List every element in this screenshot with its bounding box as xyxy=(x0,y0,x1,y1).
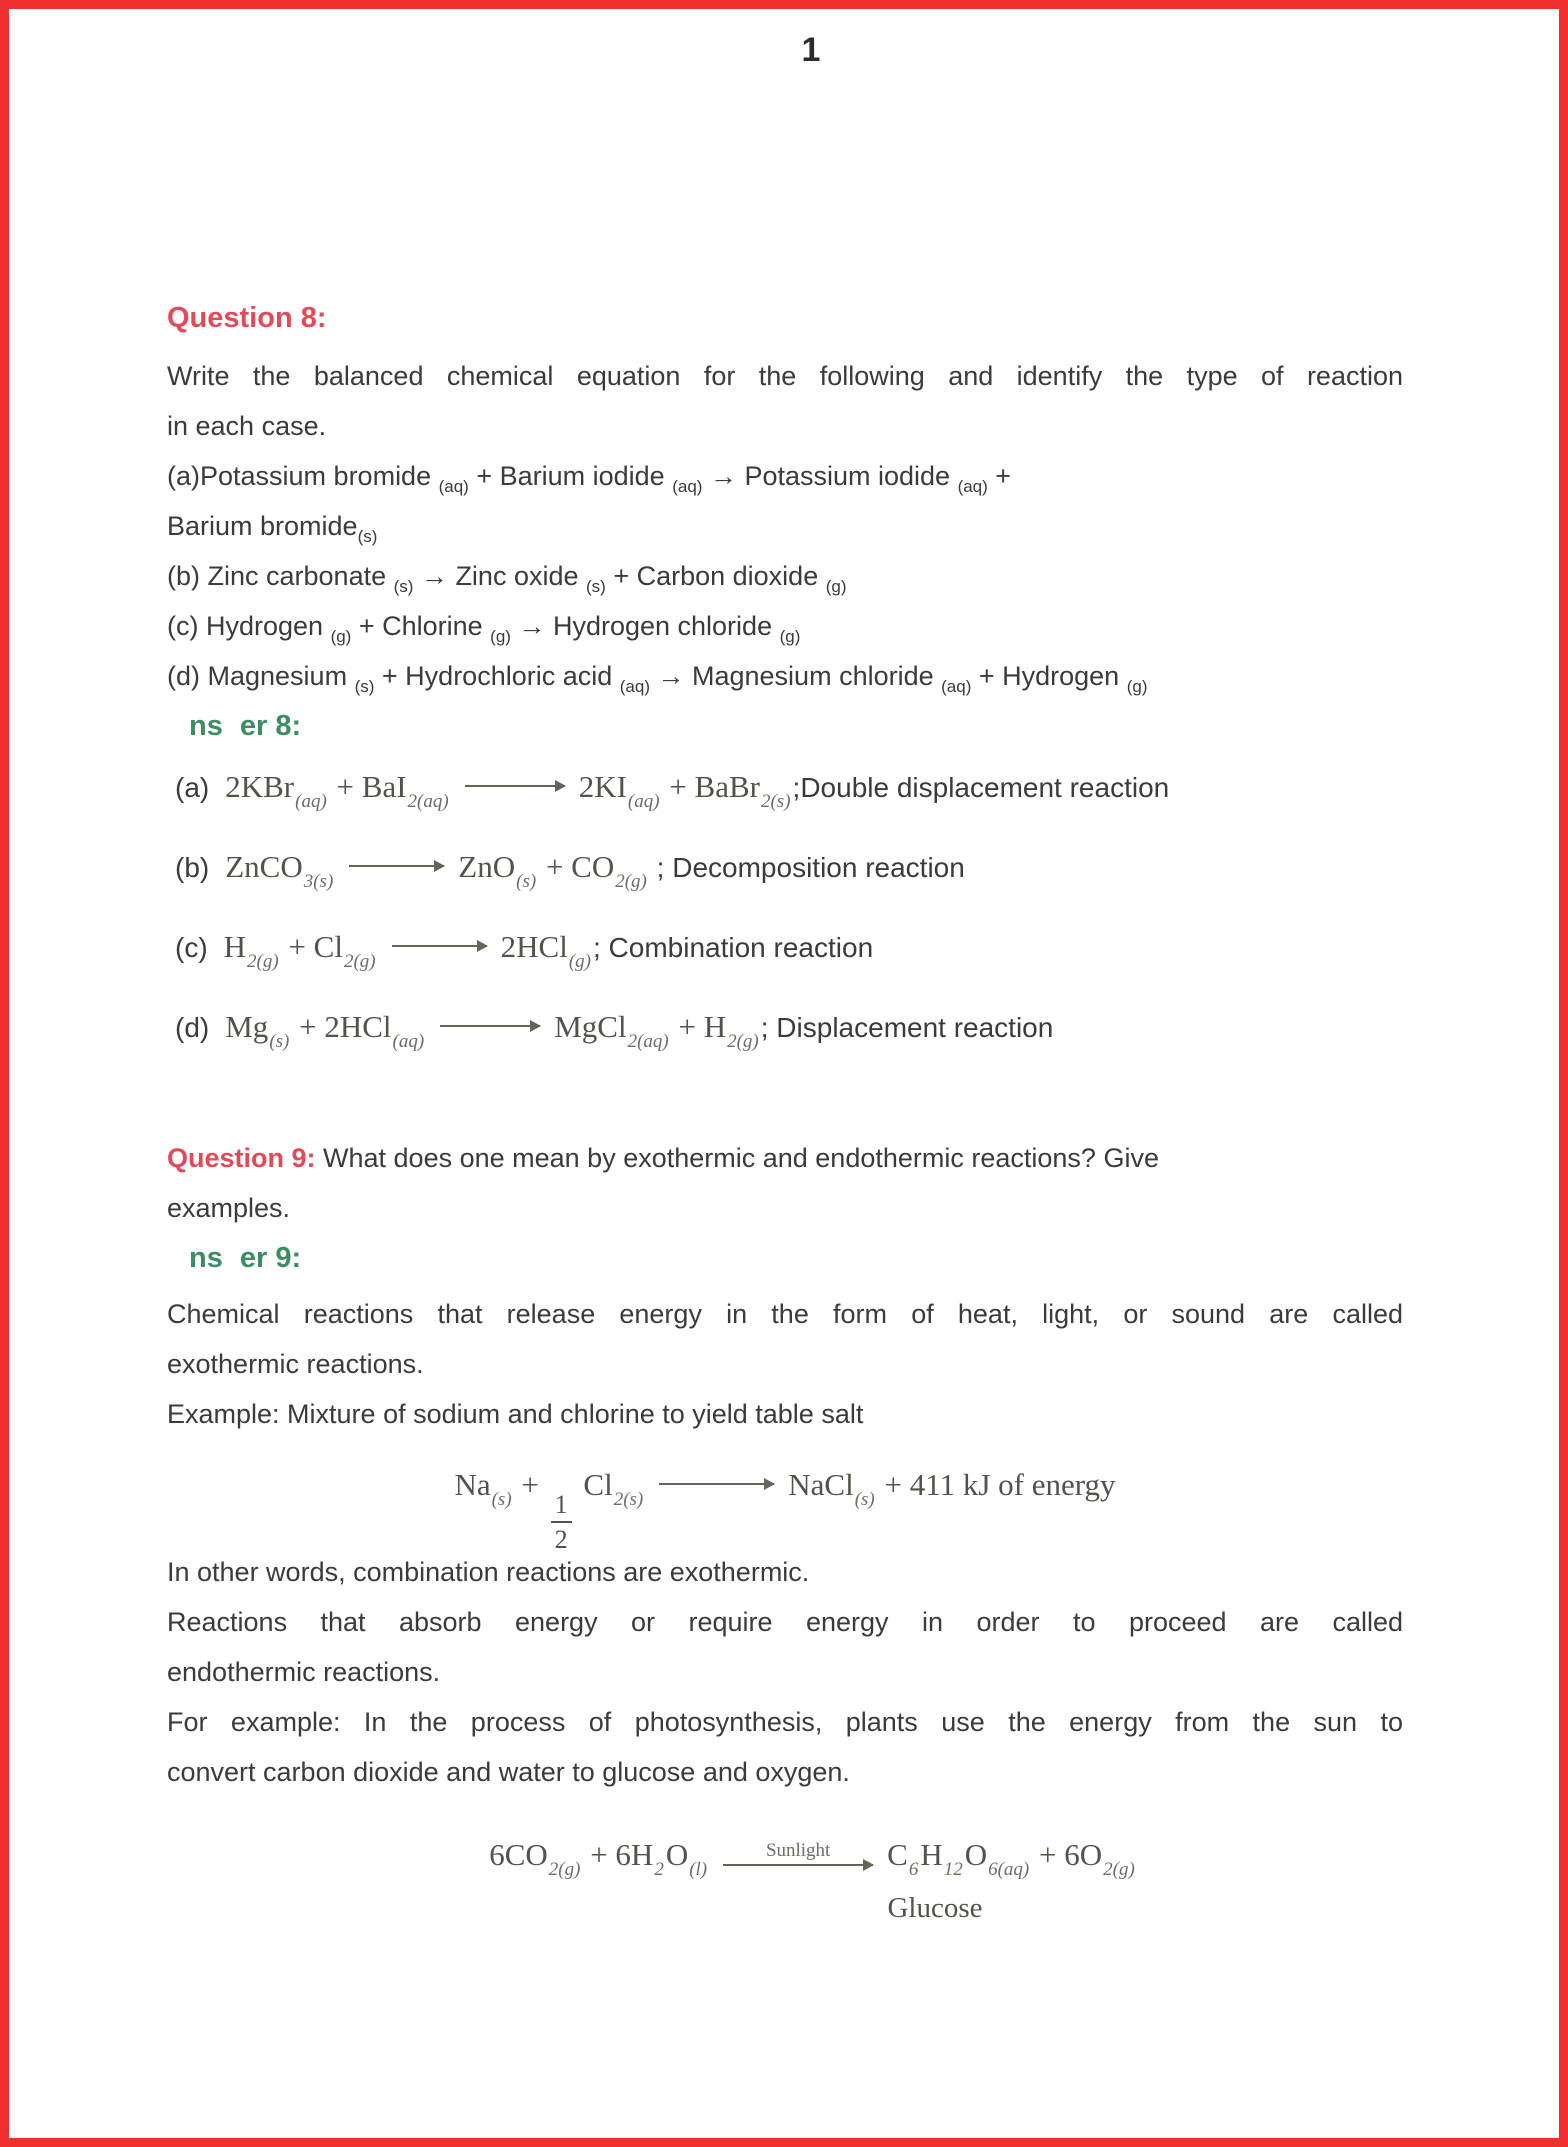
list-item-b: (b) Zinc carbonate $_{(s)}$ → Zinc oxide $_{(s)}$ + Carbon dioxide $_{(g)}$ xyxy=(167,561,847,596)
question-8-heading: Question 8: xyxy=(167,302,327,334)
reaction-arrow xyxy=(392,945,487,947)
paragraph-line: Chemical reactions that release energy in the form of heat, light, or sound are called xyxy=(167,1299,1403,1329)
paragraph-line: For example: In the process of photosynthesis, plants use the energy from the sun to xyxy=(167,1707,1403,1737)
list-item-c: (c) Hydrogen $_{(g)}$ + Chlorine $_{(g)}$ → Hydrogen chloride $_{(g)}$ xyxy=(167,611,801,646)
paragraph-line: Write the balanced chemical equation for the following and identify the type of reaction xyxy=(167,361,1403,391)
list-item-a-cont: Barium bromide$_{(s)}$ xyxy=(167,511,378,546)
paragraph-line: Example: Mixture of sodium and chlorine to yield table salt xyxy=(167,1399,864,1429)
page-content xyxy=(9,9,1559,1929)
equation-b: (b) ZnCO$_{3(s)}$ $ZnO_{(s)} + CO_{2(g)}$ ; Decomposition reaction xyxy=(175,849,965,892)
answer-9-heading-part1: ns xyxy=(189,1242,223,1274)
question-9-text: What does one mean by exothermic and endothermic reactions? Give xyxy=(315,1143,1159,1173)
paragraph-line: Reactions that absorb energy or require energy in order to proceed are called xyxy=(167,1607,1403,1637)
equation-photosynthesis: $6CO_{2(g)} + 6H_2O_{(l)}$ Sunlight $C_6H_{12}O_{6(aq)} + 6O_{2(g)}$ xyxy=(489,1837,1135,1880)
equation-d: (d) $Mg_{(s)} + 2HCl_{(aq)}$ MgCl$_{2(aq)}$ + $H_{2(g)}$; Displacement reaction xyxy=(175,1009,1054,1052)
question-9-text-line2: examples. xyxy=(167,1193,291,1223)
question-9-heading: Question 9: xyxy=(167,1143,316,1173)
equation-sodium-chloride: $Na_{(s)}$ + $\frac{1}{2}$ $Cl_{2(s)}$ NaCl$_{(s)}$ + 411 kJ of energy xyxy=(454,1467,1116,1555)
question-9-heading-line xyxy=(167,1133,1403,1183)
paragraph-line: in each case. xyxy=(167,411,327,441)
question-9-block xyxy=(167,1133,1403,1233)
answer-8-equations xyxy=(167,747,1403,1067)
reaction-arrow xyxy=(349,865,444,867)
answer-9-heading xyxy=(167,1241,1403,1275)
answer-8-heading-part2: er 8: xyxy=(239,710,302,742)
labeled-reaction-arrow: Sunlight xyxy=(723,1841,873,1866)
reaction-arrow xyxy=(659,1483,774,1485)
paragraph-line: In other words, combination reactions are exothermic. xyxy=(167,1557,810,1587)
answer-9-body-2 xyxy=(167,1547,1403,1797)
paragraph-line: exothermic reactions. xyxy=(167,1349,424,1379)
answer-8-heading xyxy=(167,709,1403,743)
list-item-d: (d) Magnesium $_{(s)}$ + Hydrochloric acid $_{(aq)}$ → Magnesium chloride $_{(aq)}$ + Hydrogen $_{(g)}$ xyxy=(167,661,1148,696)
equation-a: (a) 2KBr$_{(aq)}$ + BaI$_{2(aq)}$ $2KI_{(aq)}$ + BaBr$_{2(s)}$;Double displacement reaction xyxy=(175,769,1170,812)
answer-8-heading-part1: ns xyxy=(189,710,223,742)
paragraph-line: convert carbon dioxide and water to glucose and oxygen. xyxy=(167,1757,850,1787)
glucose-label: Glucose xyxy=(887,1892,983,1924)
answer-9-heading-part2: er 9: xyxy=(239,1242,302,1274)
list-item-a: (a)Potassium bromide $_{(aq)}$ + Barium iodide $_{(aq)}$ → Potassium iodide $_{(aq)}$ + xyxy=(167,461,1012,496)
question-8-body xyxy=(167,351,1403,701)
page-number: 1 xyxy=(801,31,821,69)
reaction-arrow xyxy=(465,785,565,787)
paragraph-line: endothermic reactions. xyxy=(167,1657,441,1687)
answer-9-body-1 xyxy=(167,1289,1403,1439)
reaction-arrow xyxy=(440,1025,540,1027)
equation-c: (c) $H_{2(g)} + Cl_{2(g)}$ 2HCl$_{(g)}$; Combination reaction xyxy=(175,929,874,972)
